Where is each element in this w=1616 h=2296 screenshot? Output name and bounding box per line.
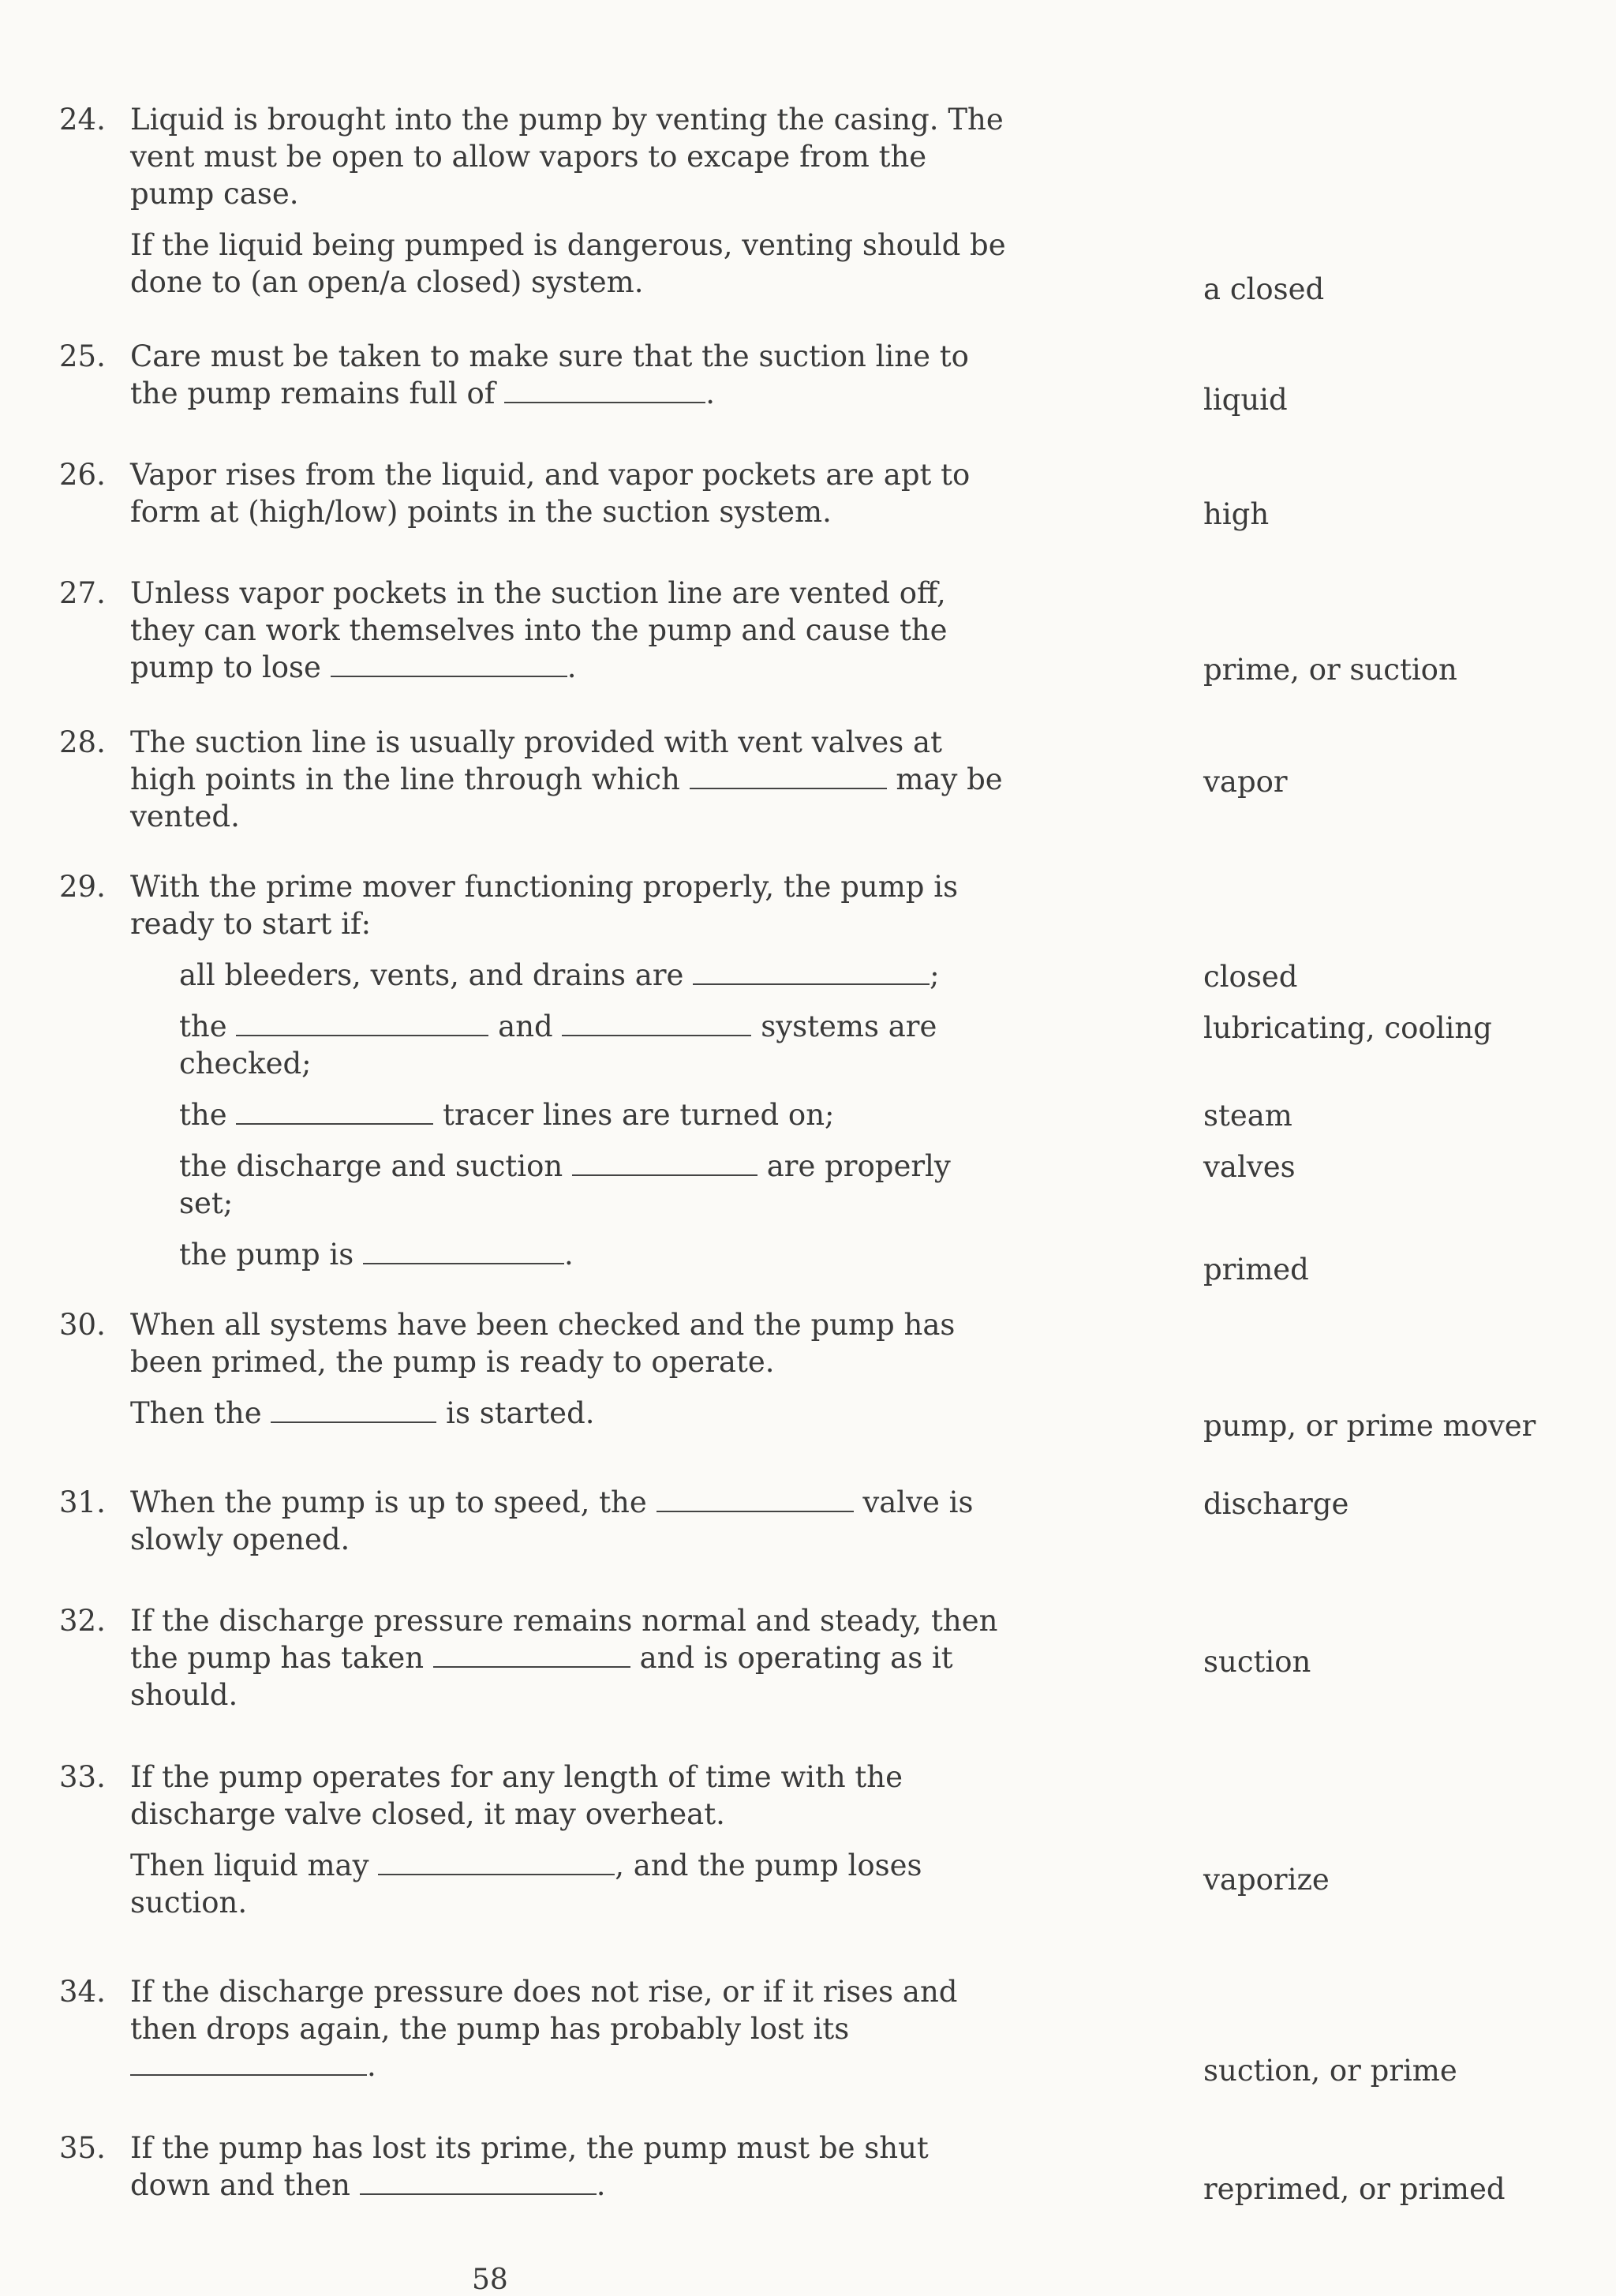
item-29 [59, 868, 1495, 1287]
checklist-item [130, 1236, 1010, 1273]
item-number: 34. [59, 1975, 106, 2009]
item-26 [59, 456, 1495, 530]
question-text: When all systems have been checked and the pump has been primed, the pump is ready to operate. [130, 1308, 956, 1379]
answer: lubricating, cooling [1203, 1011, 1492, 1045]
answer: suction [1203, 1645, 1311, 1679]
question-text: Unless vapor pockets in the suction line are vented off, they can work themselves into the pump and cause the pump to lose [130, 576, 948, 684]
item-31 [59, 1484, 1495, 1558]
answer: steam [1203, 1099, 1292, 1133]
question-text: If the discharge pressure remains normal and steady, then the pump has taken [130, 1604, 998, 1675]
item-34 [59, 1973, 1495, 2088]
item-35 [59, 2129, 1506, 2206]
checklist-text: the [179, 1098, 227, 1132]
checklist-item [130, 1148, 1010, 1222]
item-number: 30. [59, 1308, 106, 1342]
item-28 [59, 724, 1495, 835]
item-24 [59, 101, 1495, 306]
question-text: Vapor rises from the liquid, and vapor pockets are apt to form at (high/low) points in the suction system. [130, 458, 971, 529]
question-text: When the pump is up to speed, the [130, 1485, 647, 1519]
question-text: Then liquid may [130, 1848, 369, 1882]
answer: liquid [1203, 383, 1288, 417]
checklist-item [130, 1008, 1010, 1082]
item-30 [59, 1306, 1536, 1443]
question-text: . [596, 2168, 606, 2202]
answer: vapor [1203, 765, 1288, 799]
answer-blank[interactable] [363, 1238, 564, 1264]
answer: a closed [1203, 272, 1325, 306]
checklist-text: the pump is [179, 1238, 354, 1272]
answer: reprimed, or primed [1203, 2172, 1506, 2206]
item-32 [59, 1602, 1495, 1714]
item-25 [59, 338, 1495, 417]
checklist-text: and [498, 1009, 553, 1043]
item-number: 29. [59, 870, 106, 904]
question-text: and is operating as it should. [130, 1641, 953, 1712]
checklist-text: . [564, 1238, 574, 1272]
answer: prime, or suction [1203, 653, 1457, 687]
answer-blank[interactable] [236, 1098, 433, 1125]
answer-blank[interactable] [271, 1396, 436, 1423]
item-number: 24. [59, 103, 106, 137]
checklist-text: all bleeders, vents, and drains are [179, 958, 684, 992]
question-text: The suction line is usually provided with vent valves at high points in the line through which [130, 725, 942, 796]
answer-blank[interactable] [331, 650, 567, 677]
answer-blank[interactable] [572, 1149, 758, 1176]
answer-blank[interactable] [690, 762, 887, 789]
question-text: is started. [446, 1396, 595, 1430]
answer-blank[interactable] [656, 1485, 854, 1512]
item-number: 35. [59, 2131, 106, 2165]
question-text: If the liquid being pumped is dangerous, venting should be done to (an open/a closed) system. [130, 228, 1006, 299]
answer: primed [1203, 1253, 1309, 1287]
item-number: 31. [59, 1485, 106, 1519]
item-number: 25. [59, 339, 106, 373]
answer-blank[interactable] [504, 376, 705, 403]
question-text: . [567, 650, 577, 684]
item-number: 33. [59, 1760, 106, 1794]
question-text: Care must be taken to make sure that the suction line to the pump remains full of [130, 339, 969, 410]
question-text: Liquid is brought into the pump by venting the casing. The vent must be open to allow vapors to excape from the pump case. [130, 103, 1004, 211]
checklist-item [130, 957, 1010, 994]
question-text: If the discharge pressure does not rise, or if it rises and then drops again, the pump has probably lost its [130, 1975, 958, 2046]
answer-blank[interactable] [130, 2049, 367, 2076]
question-text: . [367, 2049, 376, 2083]
answer: valves [1203, 1150, 1296, 1184]
checklist-item [130, 1096, 1010, 1133]
question-text: If the pump operates for any length of time with the discharge valve closed, it may overheat. [130, 1760, 903, 1831]
answer: pump, or prime mover [1203, 1409, 1536, 1443]
page-number: 58 [472, 2264, 508, 2296]
question-text: may be vented. [130, 762, 1003, 833]
item-number: 26. [59, 458, 106, 492]
checklist-text: ; [930, 958, 940, 992]
item-33 [59, 1759, 1495, 1921]
question-text: With the prime mover functioning properly, the pump is ready to start if: [130, 870, 959, 941]
answer-blank[interactable] [378, 1848, 615, 1875]
answer: suction, or prime [1203, 2054, 1457, 2088]
checklist-text: systems are checked; [179, 1009, 937, 1081]
item-number: 27. [59, 576, 106, 610]
answer-blank[interactable] [236, 1009, 488, 1036]
answer-blank[interactable] [693, 958, 930, 985]
answer: closed [1203, 960, 1298, 994]
question-text: , and the pump loses suction. [130, 1848, 922, 1920]
answer: high [1203, 497, 1270, 531]
answer-blank[interactable] [562, 1009, 751, 1036]
checklist-text: are properly set; [179, 1149, 951, 1220]
question-text: Then the [130, 1396, 262, 1430]
question-text: . [705, 376, 715, 410]
checklist-text: the discharge and suction [179, 1149, 563, 1183]
answer-blank[interactable] [433, 1641, 630, 1668]
checklist-text: the [179, 1009, 227, 1043]
item-27 [59, 575, 1495, 686]
answer-blank[interactable] [360, 2168, 597, 2195]
question-text: valve is slowly opened. [130, 1485, 974, 1556]
answer: vaporize [1203, 1863, 1330, 1897]
answer: discharge [1203, 1487, 1349, 1521]
item-number: 28. [59, 725, 106, 759]
checklist-text: tracer lines are turned on; [443, 1098, 835, 1132]
item-number: 32. [59, 1604, 106, 1638]
question-text: If the pump has lost its prime, the pump must be shut down and then [130, 2131, 929, 2202]
